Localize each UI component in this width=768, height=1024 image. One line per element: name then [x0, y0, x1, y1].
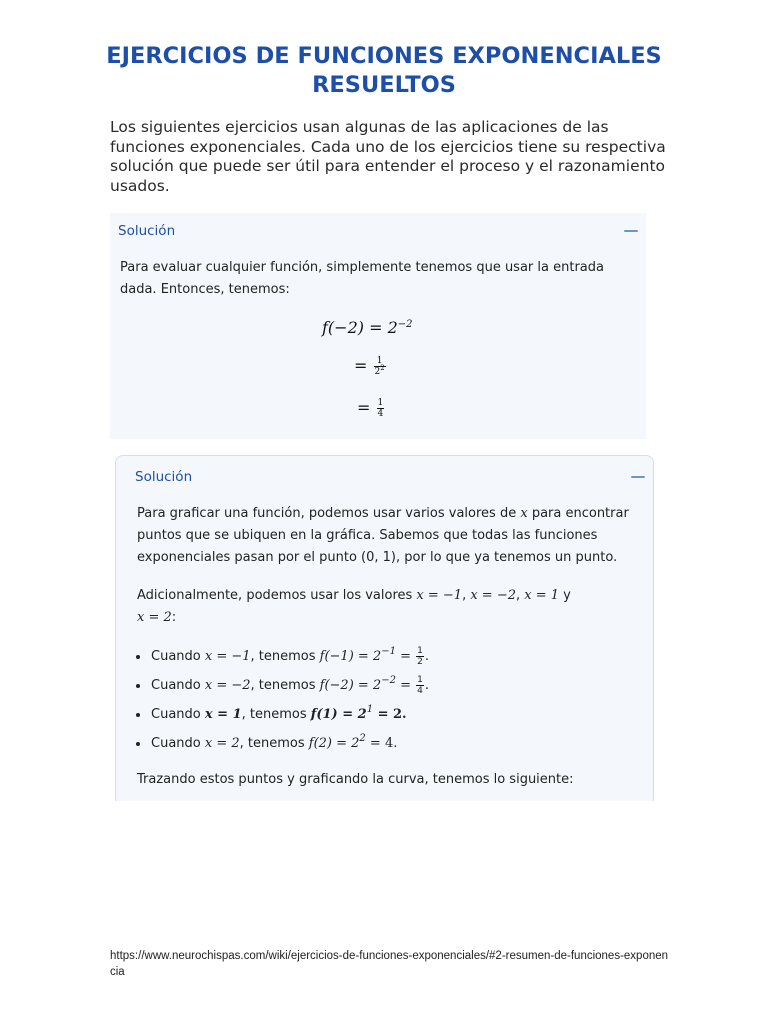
values-list: [136, 642, 429, 758]
equation-line-1: $f(-2) = 2^{-2}$: [322, 318, 413, 337]
solution-2-paragraph-1: Para graficar una función, podemos usar varios valores de x para encontrar puntos que se ubiquen en la gráfica. Sabemos que todas las funciones exponenciales pasan por el punto (0, 1), por lo que ya tenemos un punto.: [137, 506, 629, 565]
collapse-icon[interactable]: [631, 476, 645, 478]
list-item: Cuando x = −1, tenemos $f(-1) = 2^{-1}$ = $\frac{1}{2}$ .: [136, 642, 429, 671]
source-url[interactable]: https://www.neurochispas.com/wiki/ejercicios-de-funciones-exponenciales/#2-resumen-de-funciones-exponencia: [110, 950, 669, 978]
solution-2-paragraph-3: Trazando estos puntos y graficando la curva, tenemos lo siguiente:: [137, 772, 574, 787]
solution-2-paragraph-2: Adicionalmente, podemos usar los valores x = −1, x = −2, x = 1 y x = 2:: [137, 588, 571, 625]
list-item: Cuando x = 2, tenemos $f(2) = 2^2 = 4$.: [136, 729, 429, 758]
equation-line-3: = $\frac{1}{4}$: [357, 398, 384, 419]
page-title: EJERCICIOS DE FUNCIONES EXPONENCIALES RESUELTOS: [106, 43, 662, 98]
list-item: Cuando x = −2, tenemos $f(-2) = 2^{-2}$ = $\frac{1}{4}$ .: [136, 671, 429, 700]
solution-card-1: [110, 213, 646, 439]
list-item: Cuando x = 1, tenemos $f(1) = 2^1 = 2$.: [136, 700, 429, 729]
collapse-icon[interactable]: [624, 230, 638, 232]
solution-1-text: Para evaluar cualquier función, simplemente tenemos que usar la entrada dada. Entonces, tenemos:: [120, 260, 604, 297]
solution-1-toggle-label[interactable]: Solución: [118, 223, 176, 239]
intro-paragraph: Los siguientes ejercicios usan algunas de las aplicaciones de las funciones exponenciales. Cada uno de los ejercicios tiene su respectiva solución que puede ser útil para entender el proceso y el razonamiento usados.: [110, 118, 666, 195]
equation-line-2: = $\frac{1}{2^2}$: [354, 356, 385, 377]
solution-2-toggle-label[interactable]: Solución: [135, 469, 193, 485]
